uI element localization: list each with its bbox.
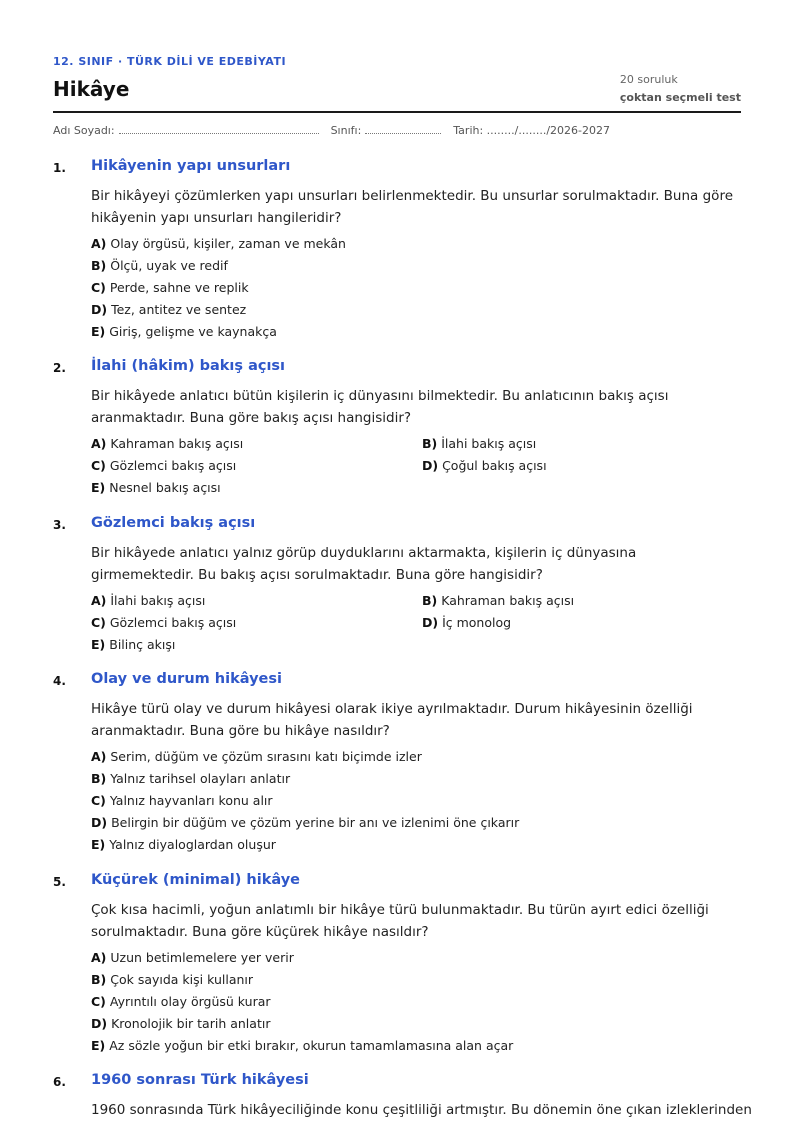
option-e[interactable]: E) Nesnel bakış açısı (91, 480, 221, 495)
options-list (91, 590, 741, 656)
options-list (91, 433, 741, 499)
option-b[interactable]: B) İlahi bakış açısı (422, 436, 537, 451)
option-d[interactable]: D) Tez, antitez ve sentez (91, 302, 247, 317)
question-title: Hikâyenin yapı unsurları (91, 158, 291, 174)
option-c[interactable]: C) Gözlemci bakış açısı (91, 458, 237, 473)
question-number: 1. (53, 161, 66, 175)
option-c[interactable]: C) Gözlemci bakış açısı (91, 615, 237, 630)
question-text: Hikâye türü olay ve durum hikâyesi olarak ikiye ayrılmaktadır. Durum hikâyesinin özelliği aranmaktadır. Buna göre bu hikâye nasıldır? (91, 701, 693, 739)
question-5 (53, 872, 741, 1057)
question-1 (53, 158, 741, 343)
page-title: Hikâye (53, 77, 130, 101)
question-6 (53, 1072, 752, 1121)
question-text: Çok kısa hacimli, yoğun anlatımlı bir hikâye türü bulunmaktadır. Bu türün ayırt edici özelliği sorulmaktadır. Buna göre küçürek hikâye nasıldır? (91, 902, 709, 940)
class-label: Sınıfı: (330, 124, 362, 137)
question-number: 3. (53, 518, 66, 532)
question-title: Küçürek (minimal) hikâye (91, 872, 300, 888)
name-blank[interactable] (119, 124, 319, 134)
option-c[interactable]: C) Ayrıntılı olay örgüsü kurar (91, 994, 271, 1009)
question-4 (53, 671, 741, 856)
option-e[interactable]: E) Bilinç akışı (91, 637, 176, 652)
grade-label: 12. SINIF · TÜRK DİLİ VE EDEBİYATI (53, 55, 287, 68)
question-count: 20 soruluk (619, 73, 678, 86)
option-a[interactable]: A) Uzun betimlemelere yer verir (91, 950, 294, 965)
option-c[interactable]: C) Perde, sahne ve replik (91, 280, 249, 295)
question-number: 5. (53, 875, 66, 889)
option-d[interactable]: D) İç monolog (422, 615, 512, 630)
options-list (91, 947, 741, 1057)
option-b[interactable]: B) Çok sayıda kişi kullanır (91, 972, 254, 987)
page-header (53, 55, 741, 113)
question-title: 1960 sonrası Türk hikâyesi (91, 1072, 309, 1088)
option-a[interactable]: A) Olay örgüsü, kişiler, zaman ve mekân (91, 236, 346, 251)
test-meta (620, 71, 741, 107)
option-e[interactable]: E) Az sözle yoğun bir etki bırakır, okurun tamamlamasına alan açar (91, 1038, 514, 1053)
test-type: çoktan seçmeli test (619, 91, 741, 104)
question-title: İlahi (hâkim) bakış açısı (91, 358, 286, 374)
option-d[interactable]: D) Belirgin bir düğüm ve çözüm yerine bir anı ve izlenimi öne çıkarır (91, 815, 520, 830)
option-e[interactable]: E) Giriş, gelişme ve kaynakça (91, 324, 277, 339)
name-label: Adı Soyadı: (53, 124, 115, 137)
question-title: Olay ve durum hikâyesi (91, 671, 282, 687)
class-blank[interactable] (365, 124, 441, 134)
date-label: Tarih: ......../......../2026-2027 (453, 124, 610, 137)
option-a[interactable]: A) Serim, düğüm ve çözüm sırasını katı biçimde izler (91, 749, 422, 764)
options-list (91, 746, 741, 856)
question-2 (53, 358, 741, 499)
option-d[interactable]: D) Çoğul bakış açısı (422, 458, 547, 473)
option-a[interactable]: A) Kahraman bakış açısı (91, 436, 244, 451)
option-d[interactable]: D) Kronolojik bir tarih anlatır (91, 1016, 271, 1031)
question-title: Gözlemci bakış açısı (91, 515, 256, 531)
question-number: 2. (53, 361, 66, 375)
question-text: Bir hikâyede anlatıcı bütün kişilerin iç dünyasını bilmektedir. Bu anlatıcının bakış açısı aranmaktadır. Buna göre bakış açısı hangisidir? (91, 388, 669, 426)
question-text: Bir hikâyede anlatıcı yalnız görüp duyduklarını aktarmakta, kişilerin iç dünyasına girmemektedir. Bu bakış açısı sorulmaktadır. Buna göre hangisidir? (91, 545, 637, 583)
option-b[interactable]: B) Kahraman bakış açısı (422, 593, 575, 608)
option-e[interactable]: E) Yalnız diyaloglardan oluşur (91, 837, 276, 852)
question-number: 4. (53, 674, 66, 688)
student-info (53, 124, 741, 137)
option-a[interactable]: A) İlahi bakış açısı (91, 593, 206, 608)
option-b[interactable]: B) Yalnız tarihsel olayları anlatır (91, 771, 291, 786)
question-3 (53, 515, 741, 656)
options-list (91, 233, 741, 343)
option-b[interactable]: B) Ölçü, uyak ve redif (91, 258, 228, 273)
question-text: 1960 sonrasında Türk hikâyeciliğinde konu çeşitliliği artmıştır. Bu dönemin öne çıkan izleklerinden (91, 1102, 752, 1118)
question-text: Bir hikâyeyi çözümlerken yapı unsurları belirlenmektedir. Bu unsurlar sorulmaktadır. Buna göre hikâyenin yapı unsurları hangileridir? (91, 188, 734, 226)
question-number: 6. (53, 1075, 66, 1089)
option-c[interactable]: C) Yalnız hayvanları konu alır (91, 793, 273, 808)
